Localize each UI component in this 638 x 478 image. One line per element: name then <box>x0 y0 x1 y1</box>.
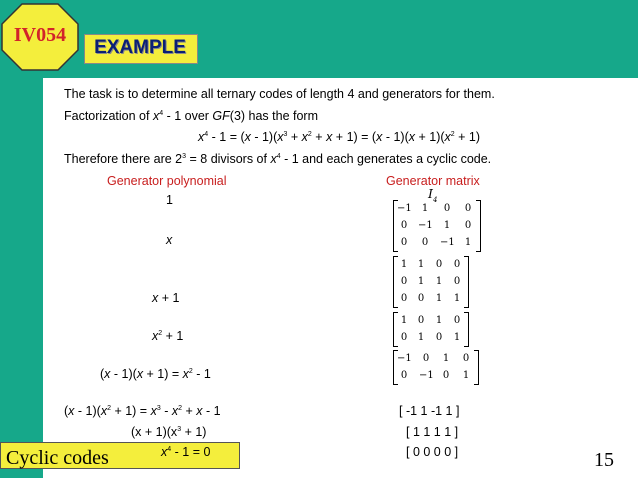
matrix-cell: 1 <box>462 370 470 381</box>
matrix-bracket-right <box>464 256 469 308</box>
matrix-cell: 0 <box>453 315 461 326</box>
matrix-cell: 1 <box>435 293 443 304</box>
course-code: IV054 <box>13 24 67 46</box>
matrix-cell: 1 <box>400 259 408 270</box>
matrix-cell: 0 <box>453 259 461 270</box>
poly-x-plus-1-x3-plus-1: $(x + 1)(x^3 + 1)$ <box>131 425 207 439</box>
matrix-cell: 1 <box>400 315 408 326</box>
matrix-cell: 0 <box>462 353 470 364</box>
matrix-cell: 0 <box>400 220 408 231</box>
page-number: 15 <box>594 449 614 471</box>
poly-x3-x2-x-1: $(x - 1)(x^2 + 1) = x^3 - x^2 + x - 1$ <box>64 404 221 418</box>
matrix-cell: −1 <box>418 220 433 231</box>
matrix-cell: 1 <box>443 220 451 231</box>
matrix-cell: 1 <box>417 332 425 343</box>
matrix-cell: 0 <box>464 203 472 214</box>
slide-title: EXAMPLE <box>94 37 186 58</box>
matrix-cell: 0 <box>443 203 451 214</box>
matrix-cell: 0 <box>400 370 408 381</box>
matrix-bracket-right <box>476 200 481 252</box>
matrix-cell: 0 <box>400 332 408 343</box>
poly-x-plus-1: x + 1 <box>152 291 180 305</box>
body-line-4: Therefore there are $2^3 = 8$ divisors of $x^4 - 1$ and each generates a cyclic code. <box>64 152 492 166</box>
matrix-cell: 0 <box>417 315 425 326</box>
matrix-row-6: [ -1 1 -1 1 ] <box>399 404 460 418</box>
matrix-cell: 0 <box>421 237 429 248</box>
matrix-cell: 0 <box>400 237 408 248</box>
footer-label: Cyclic codes <box>6 447 109 469</box>
matrix-cell: 0 <box>435 332 443 343</box>
matrix-cell: 1 <box>417 276 425 287</box>
matrix-x2-minus-1 <box>393 350 479 385</box>
body-line-2: Factorization of $x^4 - 1$ over GF(3) has the form <box>64 109 319 123</box>
matrix-cell: 1 <box>417 259 425 270</box>
column-header-matrix: Generator matrix <box>386 174 480 188</box>
matrix-cell: 1 <box>421 203 429 214</box>
matrix-bracket-right <box>474 350 479 385</box>
matrix-cell: 0 <box>435 259 443 270</box>
body-line-1: The task is to determine all ternary codes of length 4 and generators for them. <box>64 87 495 101</box>
matrix-cell: 1 <box>453 332 461 343</box>
identity-matrix-label: $I_4$ <box>428 186 438 204</box>
matrix-cell: 1 <box>453 293 461 304</box>
column-header-polynomial: Generator polynomial <box>107 174 227 188</box>
matrix-cell: −1 <box>440 237 455 248</box>
matrix-cell: 0 <box>422 353 430 364</box>
matrix-row-7: [ 1 1 1 1 ] <box>406 425 459 439</box>
matrix-cell: 1 <box>442 353 450 364</box>
matrix-cell: 1 <box>435 276 443 287</box>
matrix-row-8: [ 0 0 0 0 ] <box>406 445 459 459</box>
matrix-x <box>393 200 481 252</box>
matrix-x2-plus-1 <box>393 312 469 347</box>
matrix-cell: 0 <box>464 220 472 231</box>
factorization-equation: $x^4 - 1 = (x - 1)(x^3 + x^2 + x + 1) = (x - 1)(x + 1)(x^2 + 1)$ <box>198 130 481 144</box>
matrix-cell: 1 <box>435 315 443 326</box>
poly-x2-minus-1: $(x - 1)(x + 1) = x^2 - 1$ <box>100 367 211 381</box>
matrix-bracket-right <box>464 312 469 347</box>
matrix-cell: 0 <box>400 293 408 304</box>
matrix-cell: −1 <box>397 353 412 364</box>
matrix-cell: 0 <box>400 276 408 287</box>
poly-x: x <box>166 233 173 247</box>
matrix-cell: −1 <box>419 370 434 381</box>
poly-1: 1 <box>166 193 173 207</box>
matrix-cell: 0 <box>417 293 425 304</box>
matrix-cell: 1 <box>464 237 472 248</box>
matrix-cell: 0 <box>453 276 461 287</box>
poly-x2-plus-1: $x^2 + 1$ <box>152 329 184 343</box>
matrix-cell: −1 <box>397 203 412 214</box>
poly-x4-minus-1: $x^4 - 1 = 0$ <box>161 445 211 459</box>
matrix-cell: 0 <box>442 370 450 381</box>
matrix-x-plus-1 <box>393 256 469 308</box>
